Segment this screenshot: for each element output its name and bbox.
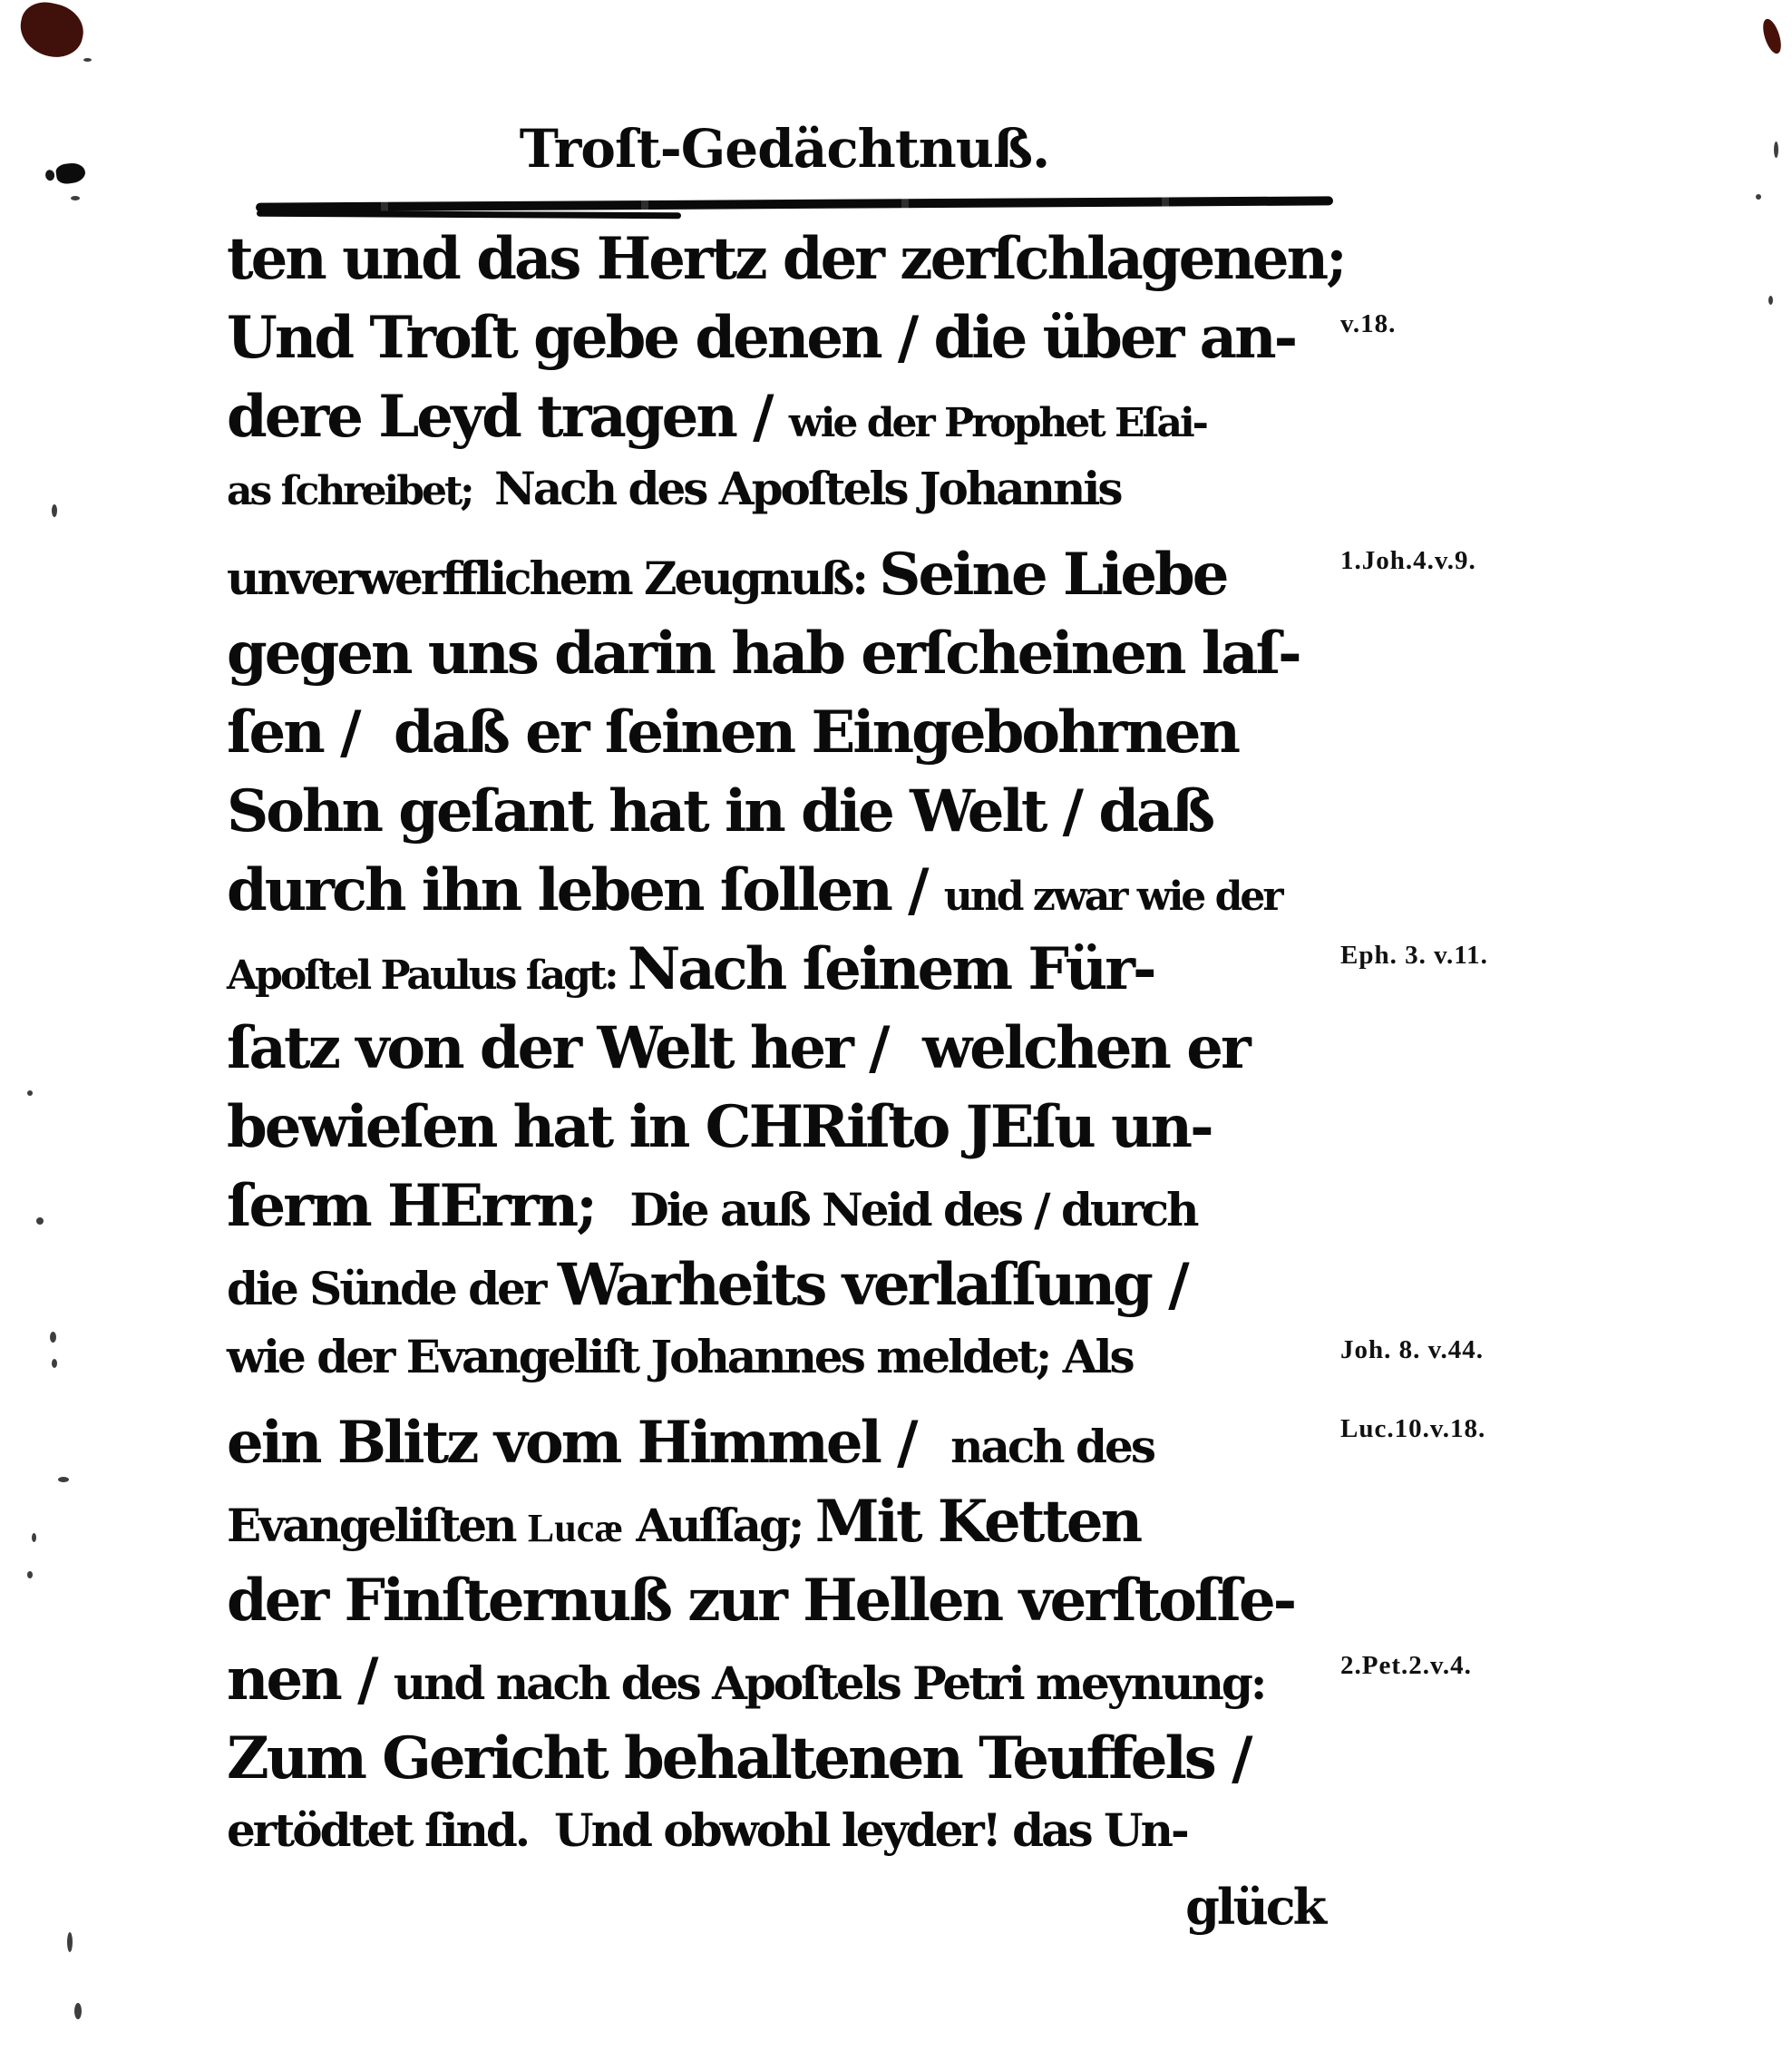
text-segment: wie der Evangeliſt Johannes meldet; Als: [227, 1330, 1133, 1383]
text-line: [227, 698, 1329, 777]
text-segment: ſen / daß er ſeinen Eingebohrnen: [227, 698, 1239, 767]
text-line: [227, 304, 1329, 383]
margin-note: Eph. 3. v.11.: [1340, 941, 1488, 970]
text-line: [227, 1646, 1329, 1724]
text-segment: ertödtet ſind.: [227, 1803, 555, 1857]
text-segment: ſerm HErrn;: [227, 1172, 630, 1240]
text-segment: nach des: [950, 1420, 1154, 1473]
text-segment: Seine Liebe: [879, 541, 1227, 609]
text-line: [227, 777, 1329, 856]
text-segment: Warheits verlaſſung /: [557, 1251, 1187, 1319]
text-line: [227, 1093, 1329, 1172]
text-line: [227, 1409, 1329, 1488]
text-line: [227, 225, 1345, 304]
text-line: [227, 1330, 1329, 1409]
text-line: [227, 1251, 1329, 1330]
text-line: [227, 1567, 1329, 1646]
text-line: [227, 1803, 1329, 1882]
text-segment: ten und das Hertz der zerſchlagenen;: [227, 225, 1345, 293]
catchword: glück: [1185, 1878, 1324, 1936]
text-segment: unverwerfflichem Zeugnuß:: [227, 552, 880, 605]
text-segment: Sohn geſant hat in die Welt / daß: [227, 777, 1213, 845]
text-line: [227, 620, 1329, 698]
text-segment: Auſſag;: [622, 1499, 815, 1552]
text-line: [227, 856, 1329, 935]
text-segment: Zum Gericht behaltenen Teuffels /: [227, 1724, 1251, 1792]
text-segment: dere Leyd tragen /: [227, 383, 789, 451]
text-segment: wie der Prophet Eſai-: [788, 400, 1206, 446]
text-segment: Apoſtel Paulus ſagt:: [227, 952, 628, 999]
text-segment: und nach des Apoſtels Petri meynung:: [393, 1656, 1278, 1710]
text-line: [227, 383, 1329, 462]
text-line: [227, 462, 1329, 541]
text-segment: Evangeliſten: [227, 1499, 528, 1552]
text-segment: und zwar wie der: [943, 874, 1281, 920]
text-segment: gegen uns darin hab erſcheinen laſ-: [227, 620, 1300, 688]
text-segment: Und obwohl leyder! das Un-: [554, 1803, 1187, 1857]
margin-note: Luc.10.v.18.: [1340, 1414, 1486, 1443]
text-segment: Nach ſeinem Für-: [627, 935, 1154, 1003]
margin-note: 1.Joh.4.v.9.: [1340, 546, 1476, 575]
text-segment: as ſchreibet;: [227, 468, 495, 514]
text-segment: durch ihn leben ſollen /: [227, 856, 944, 924]
text-segment: bewieſen hat in CHRiſto JEſu un-: [227, 1093, 1212, 1161]
text-segment: der Finſternuß zur Hellen verſtoſſe-: [227, 1567, 1295, 1635]
text-segment: Die auß Neid des / durch: [629, 1183, 1197, 1236]
margin-note: Joh. 8. v.44.: [1340, 1335, 1485, 1364]
text-segment: nen /: [227, 1646, 394, 1714]
text-line: [227, 1724, 1329, 1803]
text-line: [227, 1488, 1329, 1567]
text-line: [227, 541, 1329, 620]
text-line: [227, 1172, 1329, 1251]
text-segment: Mit Ketten: [814, 1488, 1141, 1556]
text-segment: Und Troſt gebe denen / die über an-: [227, 304, 1296, 372]
text-segment: die Sünde der: [227, 1262, 558, 1315]
page-title: Troſt-Gedächtnuß.: [519, 118, 1050, 180]
text-line: [227, 935, 1329, 1014]
text-segment: ſatz von der Welt her / welchen er: [227, 1014, 1249, 1082]
margin-note: 2.Pet.2.v.4.: [1340, 1651, 1472, 1680]
text-segment: Lucæ: [527, 1506, 623, 1550]
text-segment: Nach des Apoſtels Johannis: [494, 462, 1121, 515]
text-line: [227, 1014, 1329, 1093]
margin-note: v.18.: [1340, 309, 1397, 338]
text-segment: ein Blitz vom Himmel /: [227, 1409, 951, 1477]
